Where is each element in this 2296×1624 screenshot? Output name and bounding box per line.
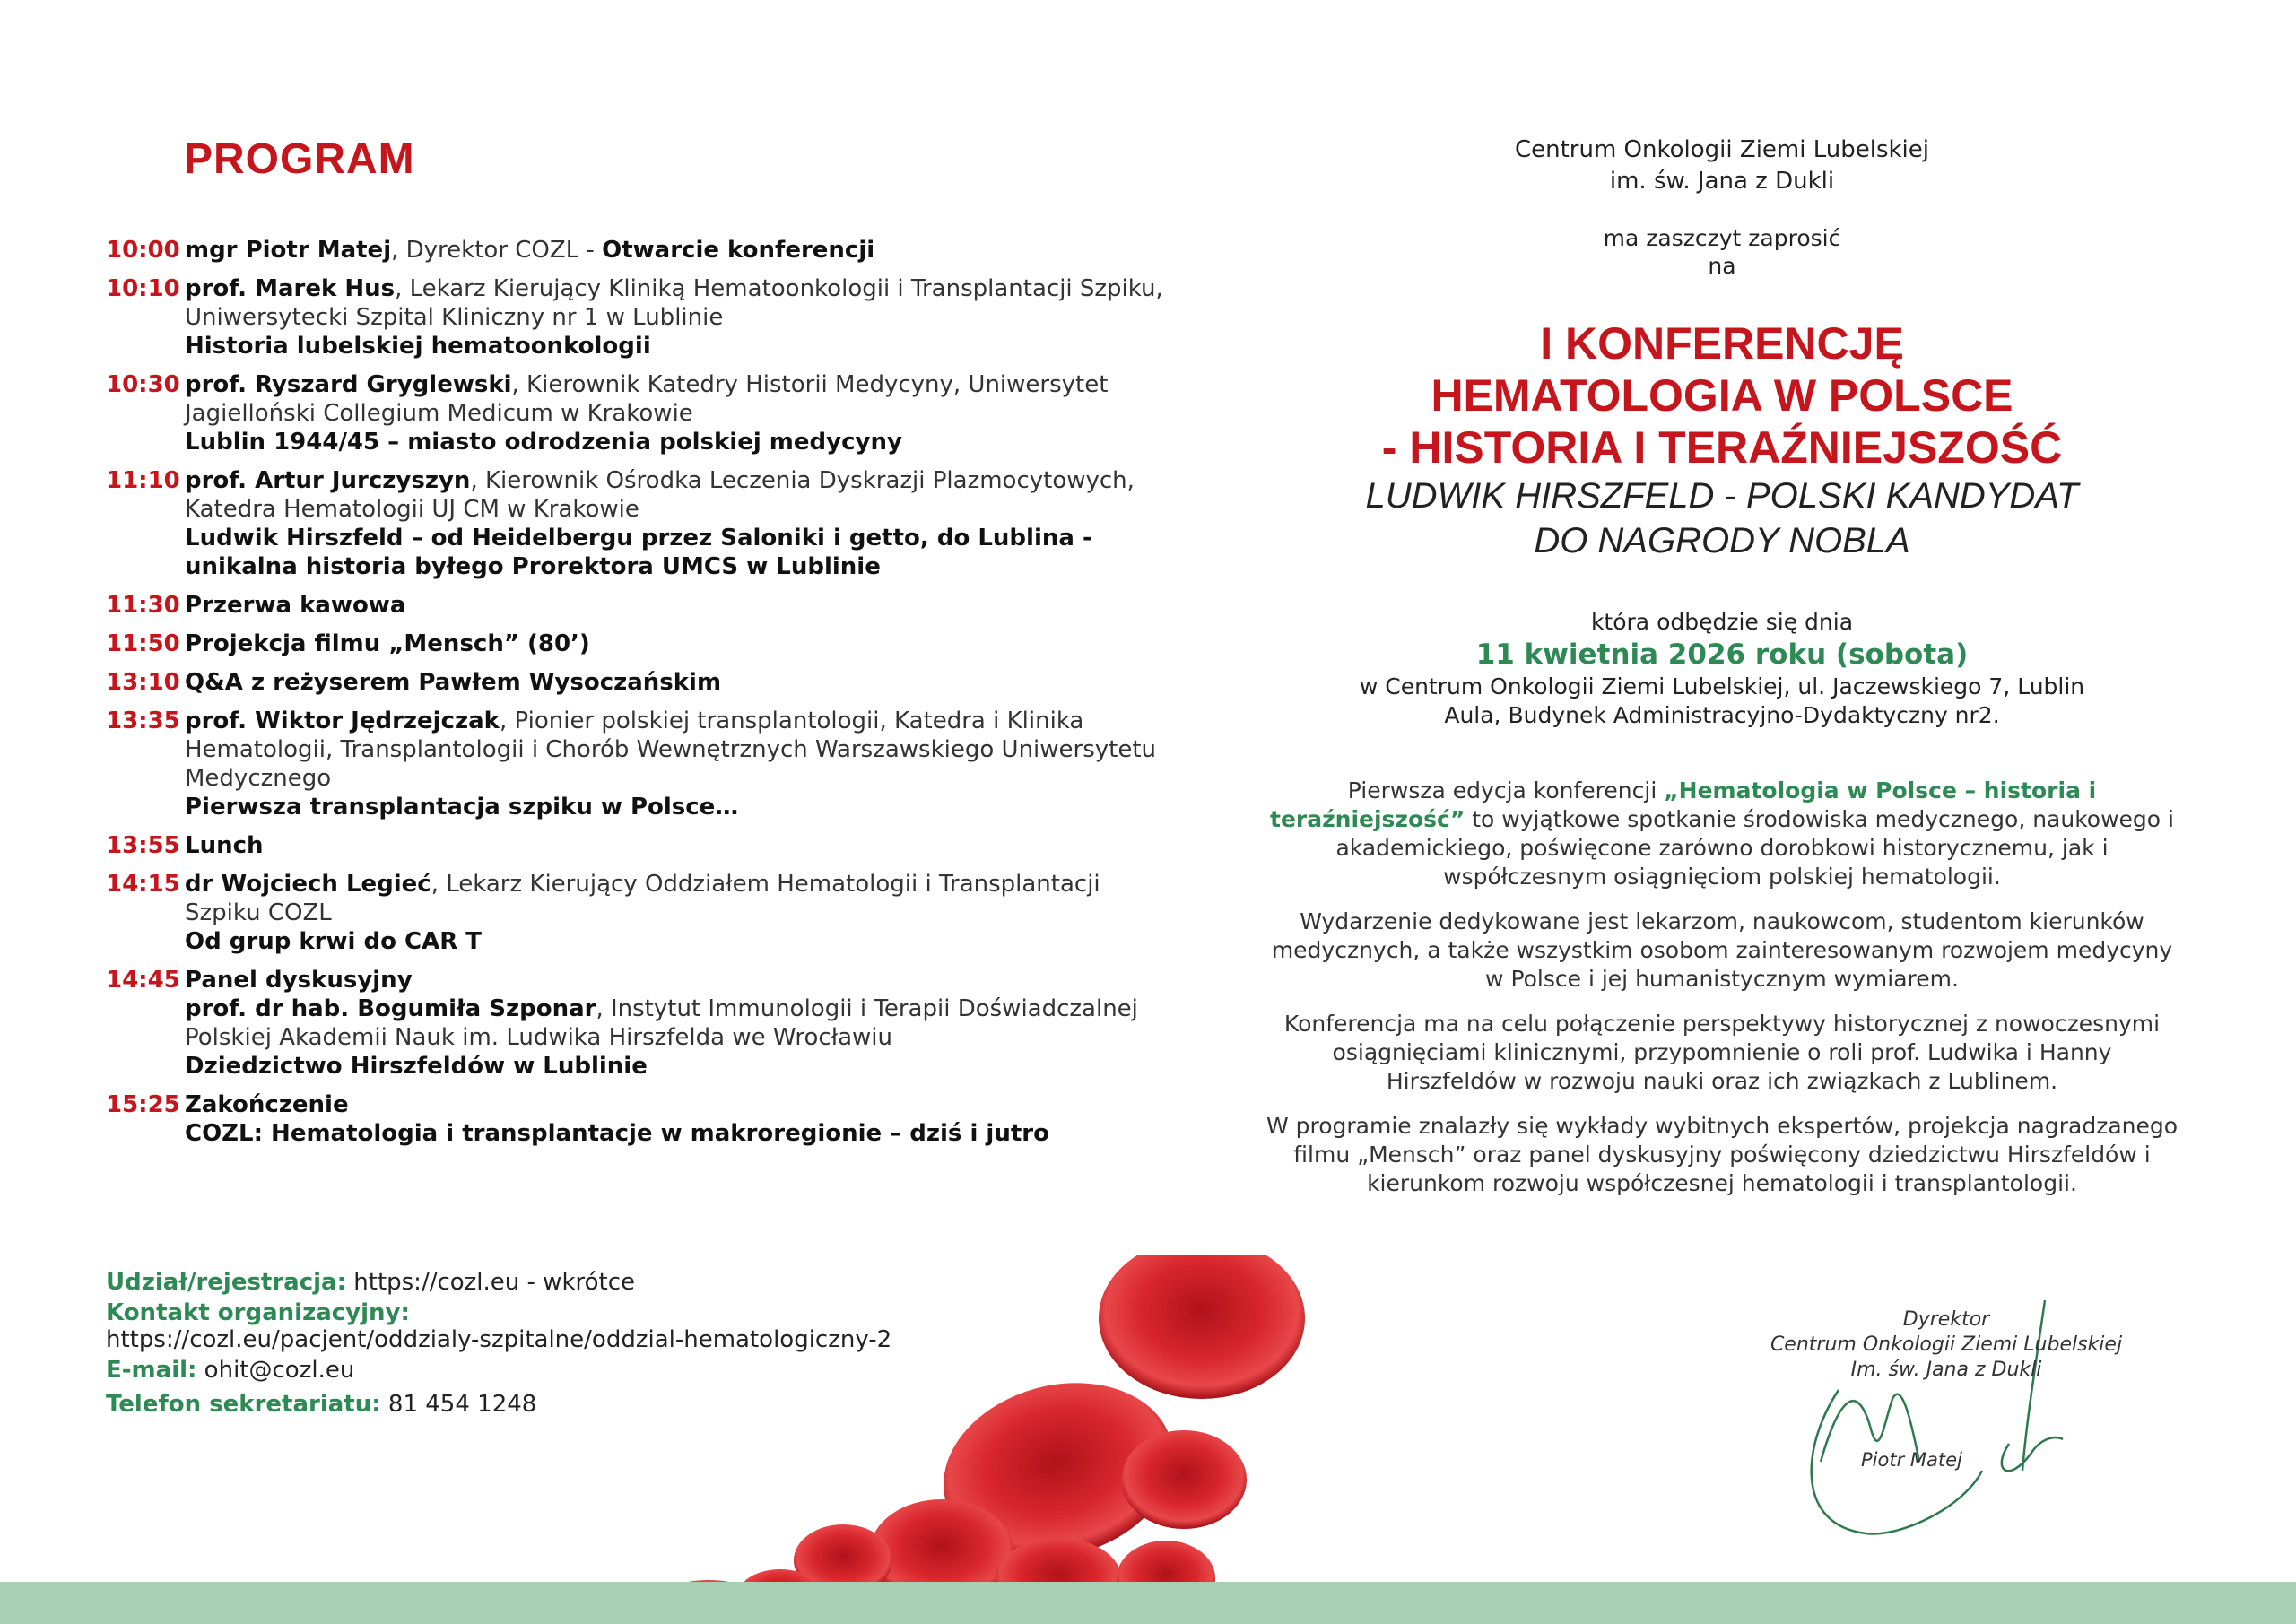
agenda-item	[106, 591, 1164, 620]
title-line-3: - HISTORIA I TERAŹNIEJSZOŚĆ	[1381, 422, 2063, 473]
agenda-speaker-line	[185, 274, 1164, 332]
agenda-affiliation: , Pionier polskiej transplantologii, Katedra i Klinika Hematologii, Transplantologii i Chorób Wewnętrznych Warszawskiego Uniwersytetu Medycznego	[185, 708, 1157, 792]
panel-talk-title: Dziedzictwo Hirszfeldów w Lublinie	[185, 1053, 648, 1080]
agenda-speaker-line	[185, 630, 1164, 658]
description-paragraph-3: Konferencja ma na celu połączenie perspektywy historycznej z nowoczesnymi osiągnięciami klinicznymi, przypomnienie o roli prof. Ludwika i Hanny Hirszfeldów w rozwoju nauki oraz ich związkach z Lublinem.	[1283, 1011, 2161, 1094]
agenda-name: Zakończenie	[185, 1091, 349, 1118]
agenda-name: prof. Wiktor Jędrzejczak	[185, 708, 500, 734]
program-title: PROGRAM	[184, 135, 415, 183]
p1-highlight: „Hematologia w Polsce – historia i teraźniejszość”	[1270, 777, 2097, 832]
phone-label: Telefon sekretariatu:	[106, 1391, 381, 1418]
director-line-3: Im. św. Jana z Dukli	[1850, 1359, 2042, 1381]
agenda-time: 14:45	[106, 967, 180, 994]
agenda-time: 13:10	[106, 669, 180, 696]
agenda-time: 15:25	[106, 1091, 180, 1118]
agenda-item	[106, 831, 1164, 860]
title-line-1: I KONFERENCJĘ	[1540, 318, 1904, 369]
description-paragraph-1	[1265, 777, 2179, 891]
agenda-talk-title: Lublin 1944/45 – miasto odrodzenia polskiej medycyny	[185, 429, 902, 456]
agenda-name: mgr Piotr Matej	[185, 237, 392, 264]
event-date: 11 kwietnia 2026 roku (sobota)	[1475, 638, 1969, 671]
agenda-item	[106, 466, 1164, 581]
agenda-item	[106, 668, 1164, 697]
agenda-talk-title: Od grup krwi do CAR T	[185, 928, 483, 955]
invite-phrase	[1238, 224, 2206, 280]
agenda-speaker-line	[185, 870, 1164, 927]
agenda-time: 11:30	[106, 592, 180, 619]
agenda-name: dr Wojciech Legieć	[185, 871, 431, 898]
agenda-affiliation: , Dyrektor COZL -	[391, 237, 603, 264]
subtitle-line-2: DO NAGRODY NOBLA	[1534, 521, 1910, 560]
agenda-speaker-line	[185, 831, 1164, 860]
director-line-1: Dyrektor	[1902, 1308, 1990, 1331]
agenda-item	[106, 966, 1164, 1081]
agenda-item	[106, 370, 1164, 456]
agenda-item	[106, 1090, 1164, 1148]
panel-speaker-affiliation: , Instytut Immunologii i Terapii Doświadczalnej Polskiej Akademii Nauk im. Ludwika Hirszfelda we Wrocławiu	[185, 995, 1138, 1051]
director-line-2: Centrum Onkologii Ziemi Lubelskiej	[1770, 1333, 2123, 1356]
agenda-speaker-line	[185, 966, 1164, 994]
p1-pre: Pierwsza edycja konferencji	[1347, 777, 1665, 803]
email-label: E-mail:	[106, 1357, 197, 1384]
agenda-list	[106, 236, 1164, 1158]
registration-label: Udział/rejestracja:	[106, 1269, 346, 1296]
agenda-speaker-line	[185, 466, 1164, 524]
organizer-line-1: Centrum Onkologii Ziemi Lubelskiej	[1514, 136, 1930, 163]
title-line-2: HEMATOLOGIA W POLSCE	[1431, 370, 2013, 421]
agenda-name: Lunch	[185, 832, 264, 859]
agenda-name: prof. Marek Hus	[185, 275, 396, 302]
agenda-speaker-line	[185, 370, 1164, 428]
director-block	[1704, 1307, 2188, 1383]
agenda-name: Przerwa kawowa	[185, 592, 406, 619]
event-details	[1238, 608, 2206, 730]
agenda-time: 13:55	[106, 832, 180, 859]
panel-speaker-name: prof. dr hab. Bogumiła Szponar	[185, 995, 596, 1022]
agenda-affiliation: , Lekarz Kierujący Oddziałem Hematologii i Transplantacji Szpiku COZL	[185, 871, 1100, 926]
agenda-session: Otwarcie konferencji	[602, 237, 875, 264]
phone-value: 81 454 1248	[380, 1391, 537, 1418]
agenda-time: 11:10	[106, 467, 180, 494]
agenda-time: 11:50	[106, 630, 180, 657]
agenda-item	[106, 707, 1164, 821]
panel-speaker-line	[185, 994, 1164, 1052]
org-contact-link[interactable]: https://cozl.eu/pacjent/oddzialy-szpitalne/oddzial-hematologiczny-2	[106, 1326, 892, 1353]
agenda-item	[106, 274, 1164, 360]
agenda-time: 13:35	[106, 708, 180, 734]
agenda-name: prof. Artur Jurczyszyn	[185, 467, 471, 494]
agenda-affiliation: , Kierownik Ośrodka Leczenia Dyskrazji Plazmocytowych, Katedra Hematologii UJ CM w Krakowie	[185, 467, 1135, 523]
director-name: Piotr Matej	[1861, 1449, 1962, 1471]
agenda-name: prof. Ryszard Gryglewski	[185, 371, 512, 398]
agenda-talk-title: Historia lubelskiej hematoonkologii	[185, 333, 651, 360]
agenda-speaker-line	[185, 668, 1164, 697]
venue-line-2: Aula, Budynek Administracyjno-Dydaktyczny nr2.	[1444, 702, 2000, 728]
conference-title	[1238, 317, 2206, 473]
agenda-time: 10:10	[106, 275, 180, 302]
agenda-speaker-line	[185, 1090, 1164, 1119]
subtitle-line-1: LUDWIK HIRSZFELD - POLSKI KANDYDAT	[1365, 476, 2079, 516]
invite-line-1: ma zaszczyt zaprosić	[1603, 225, 1841, 251]
agenda-speaker-line	[185, 591, 1164, 620]
org-contact-label: Kontakt organizacyjny:	[106, 1299, 410, 1326]
agenda-talk-title: COZL: Hematologia i transplantacje w makroregionie – dziś i jutro	[185, 1120, 1049, 1147]
organizer-line-2: im. św. Jana z Dukli	[1609, 168, 1835, 195]
invitation-panel	[1238, 135, 2206, 1214]
agenda-name: Projekcja filmu „Mensch” (80’)	[185, 630, 590, 657]
agenda-speaker-line	[185, 236, 1164, 265]
email-value[interactable]: ohit@cozl.eu	[196, 1357, 355, 1384]
agenda-speaker-line	[185, 707, 1164, 793]
agenda-name: Q&A z reżyserem Pawłem Wysoczańskim	[185, 669, 722, 696]
footer-band	[0, 1582, 2296, 1624]
agenda-talk-title: Pierwsza transplantacja szpiku w Polsce…	[185, 794, 739, 821]
blood-cells-illustration	[556, 1255, 1381, 1624]
invite-line-2: na	[1708, 253, 1736, 279]
agenda-talk-title: Ludwik Hirszfeld – od Heidelbergu przez Saloniki i getto, do Lublina - unikalna historia byłego Prorektora UMCS w Lublinie	[185, 525, 1092, 580]
venue-line-1: w Centrum Onkologii Ziemi Lubelskiej, ul. Jaczewskiego 7, Lublin	[1359, 673, 2085, 699]
agenda-time: 10:30	[106, 371, 180, 398]
p1-post: to wyjątkowe spotkanie środowiska medycznego, naukowego i akademickiego, poświęcone zarówno dorobkowi historycznemu, jak i współczesnym osiągnięciom polskiej hematologii.	[1335, 806, 2174, 890]
description-paragraph-2: Wydarzenie dedykowane jest lekarzom, naukowcom, studentom kierunków medycznych, a także wszystkim osobom zainteresowanym rozwojem medycyny w Polsce i jej humanistycznym wymiarem.	[1271, 908, 2173, 992]
agenda-time: 10:00	[106, 237, 180, 264]
agenda-item	[106, 236, 1164, 265]
agenda-item	[106, 630, 1164, 658]
conference-subtitle	[1238, 473, 2206, 563]
agenda-item	[106, 870, 1164, 956]
registration-value[interactable]: https://cozl.eu - wkrótce	[346, 1269, 636, 1296]
description-paragraph-4: W programie znalazły się wykłady wybitnych ekspertów, projekcja nagradzanego filmu „Mensch” oraz panel dyskusyjny poświęcony dziedzictwu Hirszfeldów i kierunkom rozwoju współczesnej hematologii i transplantologii.	[1265, 1113, 2179, 1196]
description	[1265, 777, 2179, 1198]
agenda-affiliation: , Kierownik Katedry Historii Medycyny, Uniwersytet Jagielloński Collegium Medicum w Krakowie	[185, 371, 1109, 427]
organizer	[1238, 135, 2206, 197]
agenda-affiliation: , Lekarz Kierujący Kliniką Hematoonkologii i Transplantacji Szpiku, Uniwersytecki Szpital Kliniczny nr 1 w Lublinie	[185, 275, 1163, 331]
agenda-time: 14:15	[106, 871, 180, 898]
agenda-name: Panel dyskusyjny	[185, 967, 413, 994]
date-intro: która odbędzie się dnia	[1590, 609, 1854, 635]
